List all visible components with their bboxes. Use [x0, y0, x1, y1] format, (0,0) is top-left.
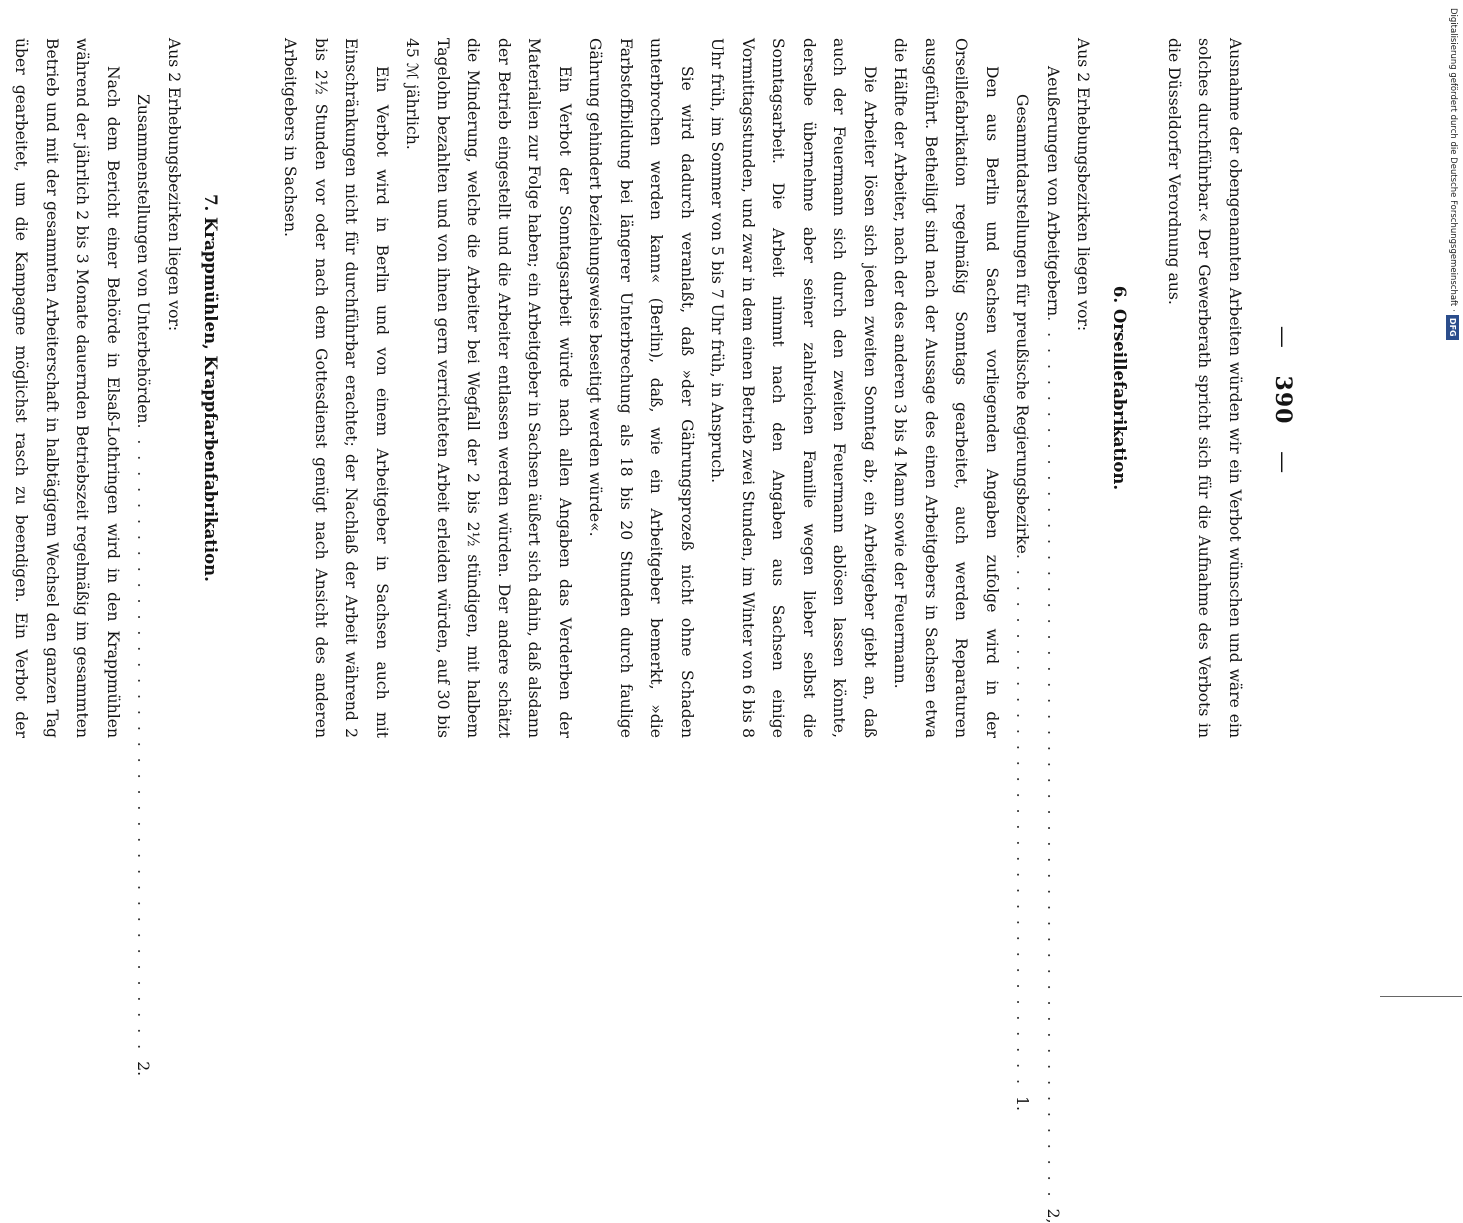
entry-value: 2, — [1044, 1208, 1062, 1223]
section-7-heading: 7. Krappmühlen, Krappfarbenfabrikation. — [201, 194, 220, 582]
entry-value: 1. — [1013, 1096, 1032, 1111]
header-dash-right: — — [1270, 451, 1295, 475]
section-7-entry-1 — [128, 94, 159, 1077]
section-6-paragraph: Sie wird dadurch veranlaßt, daß »der Gährungsprozeß nicht ohne Schaden unterbrochen werden kann« (Berlin), daß, wie ein Arbeitgeber bemerkt, »die Farbstoffbildung bei längerer Unterbrechung als 18 bis 20 Stunden durch faulige Gährung gehindert beziehungsweise beseitigt werden würde«. — [586, 38, 696, 738]
entry-label: Gesammtdarstellungen für preußische Regierungsbezirke — [1013, 94, 1032, 554]
digitization-credit-text — [1445, 8, 1461, 392]
dfg-logo: DFG — [1447, 315, 1460, 340]
rotated-page — [12, 20, 1310, 1223]
section-6-entry-2 — [1007, 94, 1038, 1111]
section-7-paragraph: Nach dem Bericht einer Behörde in Elsaß-Lothringen wird in den Krappmühlen während der jährlich 2 bis 3 Monate dauernden Betriebszeit regelmäßig im gesammten Betrieb und mit der gesammten Arbeiterschaft in halbtägigem Wechsel den ganzen Tag über gearbeitet, um die Kampagne möglichst rasch zu beendigen. Ein Verbot der — [12, 38, 122, 738]
edge-rule — [1380, 996, 1462, 997]
entry-label: Aeußerungen von Arbeitgebern — [1044, 66, 1062, 317]
section-6-paragraph: Die Arbeiter lösen sich jeden zweiten Sonntag ab; ein Arbeitgeber giebt an, daß auch der Feuermann sich durch den zweiten Feuermann ablösen lassen könnte, derselbe übernehme aber seiner zahlreichen Familie wegen lieber selbst die Sonntagsarbeit. Die Arbeit nimmt nach den Angaben aus Sachsen einige Vormittagsstunden, und zwar in dem einen Betrieb zwei Stunden, im Winter von 6 bis 8 Uhr früh, im Sommer von 5 bis 7 Uhr früh, in Anspruch. — [708, 38, 879, 738]
credit-separator: · — [1448, 309, 1458, 312]
credit-text: Digitalisierung gefördert durch die Deutsche Forschungsgemeinschaft — [1448, 8, 1458, 307]
section-6-intro: Aus 2 Erhebungsbezirken liegen vor: — [1074, 38, 1093, 332]
section-6-paragraph: Ein Verbot wird in Berlin und von einem Arbeitgeber in Sachsen auch mit Einschränkungen nicht für durchführbar erachtet; der Nachlaß der Arbeit während 2 bis 2½ Stunden vor oder nach dem Gottesdienst genügt nach Ansicht des anderen Arbeitgebers in Sachsen. — [281, 38, 391, 738]
section-7-intro: Aus 2 Erhebungsbezirken liegen vor: — [165, 38, 183, 332]
section-6-heading: 6. Orseillefabrikation. — [1110, 285, 1130, 491]
entry-value: 2. — [134, 1061, 153, 1077]
leader-dots: . . . . . . . . . . . . . . . . . . . . . . . . . . . . . . . . . . . . . . . . . . . . . . . . . . . . . . . . — [1044, 316, 1062, 1200]
section-6-paragraph: Den aus Berlin und Sachsen vorliegenden Angaben zufolge wird in der Orseillefabrikation regelmäßig Sonntags gearbeitet, auch werden Reparaturen ausgeführt. Betheiligt sind nach der Aussage des einen Arbeitgebers in Sachsen etwa die Hälfte der Arbeiter, nach der des anderen 3 bis 4 Mann sowie der Feuermann. — [891, 38, 1001, 738]
page-body — [0, 38, 1250, 1223]
leader-dots: . . . . . . . . . . . . . . . . . . . . . . . . . . . . . . . . . . — [1013, 553, 1032, 1087]
leader-dots: . . . . . . . . . . . . . . . . . . . . . . . . . . . . . . . . . . . . . . . . — [134, 423, 153, 1053]
header-dash-left: — — [1270, 325, 1295, 349]
entry-label: Zusammenstellungen von Unterbehörden — [134, 94, 153, 424]
intro-paragraph: Ausnahme der obengenannten Arbeiten würden wir ein Verbot wünschen und wäre ein solches durchführbar.« Der Gewerberath spricht sich für die Aufnahme des Verbots in die Düsseldorfer Verordnung aus. — [1165, 38, 1244, 738]
section-6-entry-1 — [1038, 66, 1069, 1223]
page-header — [1256, 20, 1310, 780]
section-gap — [249, 38, 275, 738]
section-6-paragraph: Ein Verbot der Sonntagsarbeit würde nach allen Angaben das Verderben der Materialien zur Folge haben; ein Arbeitgeber in Sachsen äußert sich dahin, daß alsdann der Betrieb eingestellt und die Arbeiter entlassen werden würden. Der andere schätzt die Minderung, welche die Arbeiter bei Wegfall der 2 bis 2½ stündigen, mit halbem Tagelohn bezahlten und von ihnen gern verrichteten Arbeit erleiden würden, auf 30 bis 45 ℳ jährlich. — [403, 38, 574, 738]
digitization-credit — [1447, 8, 1463, 392]
page-number: 390 — [1270, 375, 1296, 425]
